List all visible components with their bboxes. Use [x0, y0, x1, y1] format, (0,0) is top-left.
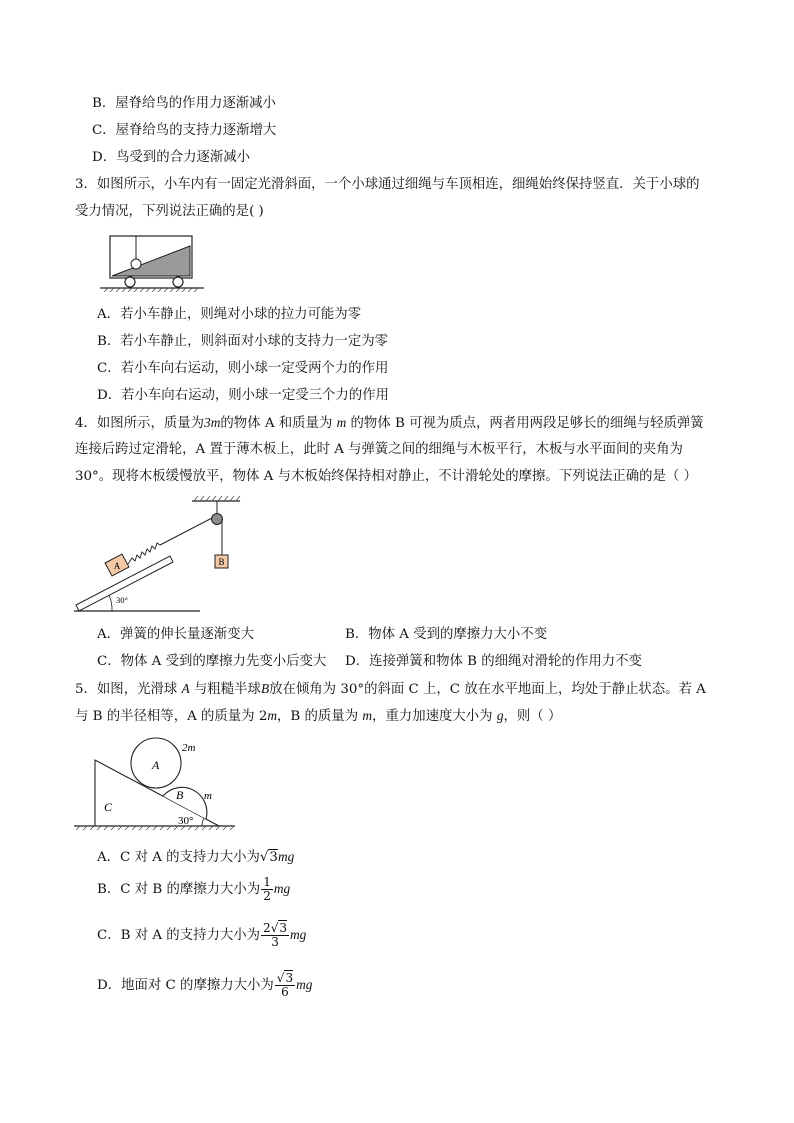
- q5-option-a: A．C 对 A 的支持力大小为√3mg: [97, 849, 295, 865]
- q4-option-b: B．物体 A 受到的摩擦力大小不变: [345, 627, 548, 642]
- angle-arc: [109, 595, 112, 611]
- q3-option-d: D．若小车向右运动，则小球一定受三个力的作用: [97, 388, 389, 403]
- angle-label: 30°: [116, 595, 128, 605]
- q4-option-d: D．连接弹簧和物体 B 的细绳对滑轮的作用力不变: [345, 654, 642, 669]
- q3-cart-figure: [96, 230, 206, 298]
- q5-incline-figure: [72, 733, 242, 833]
- q2-option-c: C．屋脊给鸟的支持力逐渐增大: [92, 123, 277, 138]
- q3-stem-line1: 3．如图所示，小车内有一固定光滑斜面，一个小球通过细绳与车顶相连，细绳始终保持竖直．关于小球的: [75, 177, 700, 192]
- q3-option-c: C．若小车向右运动，则小球一定受两个力的作用: [97, 361, 389, 376]
- q3-stem-line2: 受力情况，下列说法正确的是( ): [75, 204, 264, 219]
- q3-option-a: A．若小车静止，则绳对小球的拉力可能为零: [97, 307, 362, 322]
- fraction-one-half: $\frac{1}{2}$: [263, 875, 271, 903]
- wheel-left: [125, 277, 135, 287]
- ceiling-hatching: [194, 496, 240, 501]
- block-a-label: A: [113, 561, 121, 571]
- block-b-label: B: [218, 557, 225, 567]
- q5-stem-line2: 与 B 的半径相等，A 的质量为 2m，B 的质量为 m，重力加速度大小为 g，则（ ）: [75, 708, 562, 724]
- q2-option-b: B．屋脊给鸟的作用力逐渐减小: [92, 96, 276, 111]
- q5-option-d: D．地面对 C 的摩擦力大小为 $\frac{√3}{6}$ mg: [97, 971, 313, 999]
- spring: [128, 543, 160, 564]
- q4-pulley-figure: [72, 493, 247, 619]
- ground-hatching: [104, 288, 198, 292]
- q4-option-a: A．弹簧的伸长量逐渐变大: [97, 627, 254, 642]
- rope-to-spring: [160, 518, 212, 545]
- ball: [131, 259, 141, 269]
- q3-option-b: B．若小车静止，则斜面对小球的支持力一定为零: [97, 334, 389, 349]
- q5-option-c: C．B 对 A 的支持力大小为 $\frac{2√3}{3}$ mg: [97, 921, 307, 949]
- fraction-two-root3-over-3: $\frac{2√3}{3}$: [263, 921, 287, 949]
- incline-c-label: C: [104, 800, 113, 814]
- wheel-right: [173, 277, 183, 287]
- q4-stem-line2: 连接后跨过定滑轮，A 置于薄木板上，此时 A 与弹簧之间的细绳与木板平行，木板与水平面间的夹角为: [75, 442, 683, 457]
- angle-label: 30°: [178, 815, 194, 827]
- ball-a-mass: 2m: [182, 742, 196, 754]
- fraction-root3-over-6: $\frac{√3}{6}$: [276, 971, 294, 999]
- q5-stem-line1: 5．如图，光滑球 A 与粗糙半球B放在倾角为 30°的斜面 C 上，C 放在水平地面上，均处于静止状态。若 A: [75, 681, 706, 697]
- ball-a-label: A: [152, 758, 160, 772]
- q4-stem-line1: 4．如图所示，质量为3m的物体 A 和质量为 m 的物体 B 可视为质点，两者用两段足够长的细绳与轻质弹簧: [75, 415, 704, 431]
- q5-option-b: B．C 对 B 的摩擦力大小为 $\frac{1}{2}$ mg: [97, 875, 291, 903]
- hemisphere-b-mass: m: [204, 790, 212, 802]
- hemisphere-b-label: B: [176, 788, 184, 802]
- pulley: [212, 514, 223, 525]
- q4-stem-line3: 30°。现将木板缓慢放平，物体 A 与木板始终保持相对静止，不计滑轮处的摩擦。下列说法正确的是（ ）: [75, 469, 697, 484]
- q4-option-c: C．物体 A 受到的摩擦力先变小后变大: [97, 654, 327, 669]
- q2-option-d: D．鸟受到的合力逐渐减小: [92, 150, 251, 165]
